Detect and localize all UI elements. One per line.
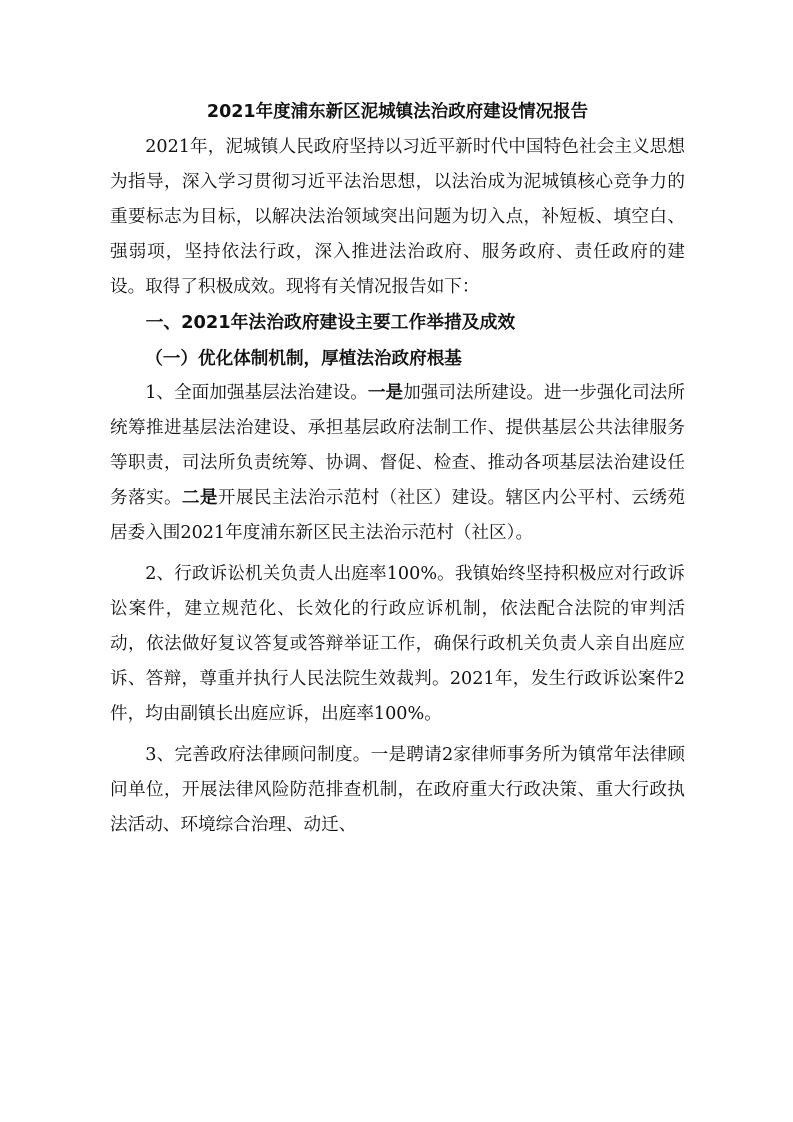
- item-1-mark-first: 一是: [367, 383, 404, 403]
- item-1-paragraph: [110, 376, 685, 551]
- document-page: [110, 94, 685, 843]
- intro-paragraph: 2021年，泥城镇人民政府坚持以习近平新时代中国特色社会主义思想为指导，深入学习贯彻习近平法治思想，以法治成为泥城镇核心竞争力的重要标志为目标，以解决法治领域突出问题为切入点，补短板、填空白、强弱项，坚持依法行政，深入推进法治政府、服务政府、责任政府的建设。取得了积极成效。现将有关情况报告如下：: [110, 137, 685, 297]
- item-1-mark-second: 二是: [181, 488, 218, 508]
- item-1-text-first: 加强司法所建设。进一步强化司法所统筹推进基层法治建设、承担基层政府法制工作、提供基层公共法律服务等职责，司法所负责统筹、协调、督促、检查、推动各项基层法治建设任务落实。: [110, 383, 685, 508]
- item-1-text-second: 开展民主法治示范村（社区）建设。辖区内公平村、云绣苑居委入围2021年度浦东新区民主法治示范村（社区）。: [110, 488, 685, 543]
- item-1-lead: 1、全面加强基层法治建设。: [145, 383, 368, 403]
- item-3-paragraph: 3、完善政府法律顾问制度。一是聘请2家律师事务所为镇常年法律顾问单位，开展法律风险防范排查机制，在政府重大行政决策、重大行政执法活动、环境综合治理、动迁、: [110, 745, 685, 835]
- document-title: 2021年度浦东新区泥城镇法治政府建设情况报告: [206, 102, 589, 122]
- section-heading: 一、2021年法治政府建设主要工作举措及成效: [145, 312, 516, 333]
- item-2-paragraph: 2、行政诉讼机关负责人出庭率100%。我镇始终坚持积极应对行政诉讼案件，建立规范化、长效化的行政应诉机制，依法配合法院的审判活动，依法做好复议答复或答辩举证工作，确保行政机关负责人亲自出庭应诉、答辩，尊重并执行人民法院生效裁判。2021年，发生行政诉讼案件2件，均由副镇长出庭应诉，出庭率100%。: [110, 564, 685, 724]
- subsection-heading: （一）优化体制机制，厚植法治政府根基: [145, 348, 462, 369]
